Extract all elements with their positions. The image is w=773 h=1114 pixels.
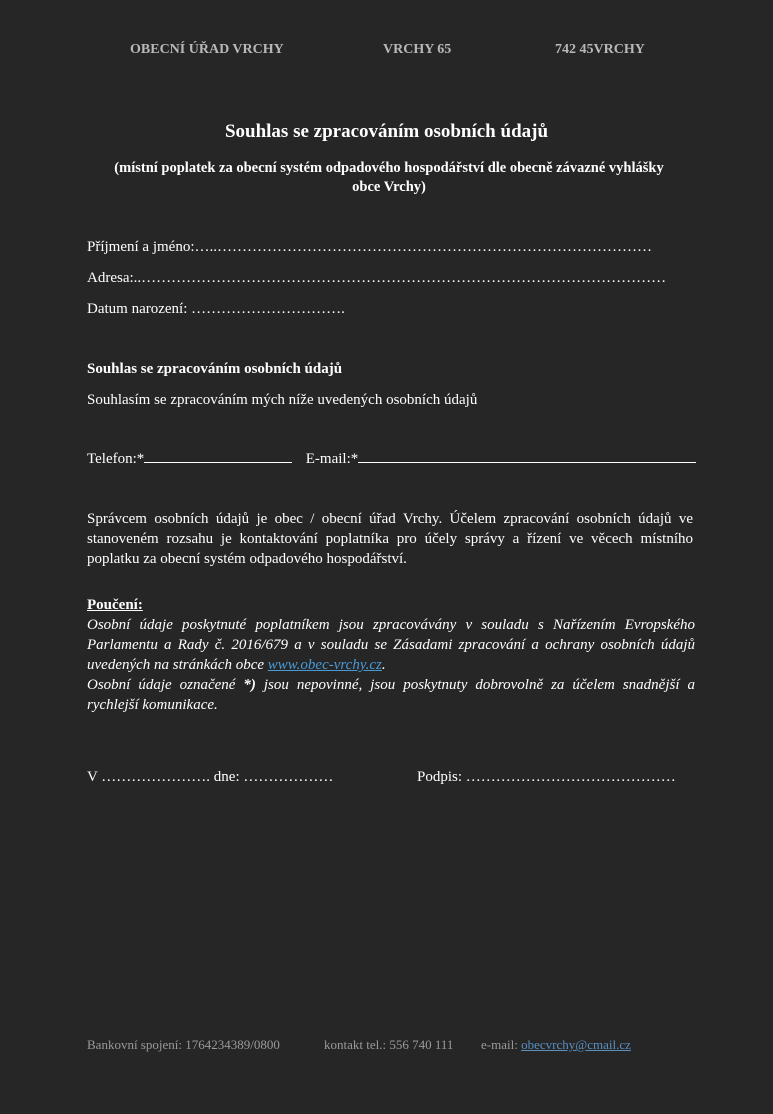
address-field[interactable]: Adresa:..……………………………………………………………………………………………	[87, 270, 667, 286]
controller-paragraph: Správcem osobních údajů je obec / obecní úřad Vrchy. Účelem zpracování osobních údajů ve stanoveném rozsahu je kontaktování poplatníka pro účely správy a řízení ve věcech místního poplatku za obecní systém odpadového hospodářství.	[87, 511, 693, 567]
footer-email-label: e-mail:	[481, 1037, 522, 1052]
email-input-line[interactable]	[358, 450, 696, 463]
phone-label: Telefon:*	[87, 451, 145, 467]
pouceni-text-2b: jsou nepovinné, jsou poskytnuty dobrovolně za účelem snadnější a rychlejší komunikace.	[87, 677, 695, 713]
document-title: Souhlas se zpracováním osobních údajů	[224, 121, 549, 142]
optional-mark: *)	[243, 677, 256, 693]
footer-bank: Bankovní spojení: 1764234389/0800	[87, 1037, 280, 1052]
consent-heading: Souhlas se zpracováním osobních údajů	[87, 361, 343, 377]
pouceni-text-1-end: .	[381, 657, 386, 673]
header-street: VRCHY 65	[383, 42, 452, 57]
email-label: E-mail:*	[305, 451, 359, 467]
header-office: OBECNÍ ÚŘAD VRCHY	[130, 42, 284, 57]
pouceni-text-2a: Osobní údaje označené	[87, 677, 244, 693]
pouceni-text	[87, 615, 695, 715]
header-postal: 742 45VRCHY	[555, 42, 645, 57]
birthdate-field[interactable]: Datum narození: ………………………….	[87, 301, 345, 317]
footer-phone: kontakt tel.: 556 740 111	[324, 1037, 454, 1052]
place-date-field[interactable]: V …………………. dne: ………………	[87, 769, 334, 785]
document-subtitle: (místní poplatek za obecní systém odpadového hospodářství dle obecně závazné vyhlášky obce Vrchy)	[114, 160, 664, 195]
obec-website-link[interactable]: www.obec-vrchy.cz	[267, 657, 382, 673]
contact-row	[87, 450, 696, 468]
pouceni-text-1: Osobní údaje poskytnuté poplatníkem jsou zpracovávány v souladu s Nařízením Evropského Parlamentu a Rady č. 2016/679 a v souladu se Zásadami zpracování a ochrany osobních údajů uvedených na stránkách obce	[87, 617, 695, 673]
pouceni-heading: Poučení:	[87, 597, 143, 613]
footer-email	[481, 1037, 631, 1053]
footer-email-link[interactable]: obecvrchy@cmail.cz	[521, 1037, 631, 1052]
signature-field[interactable]: Podpis: ……………………………………	[417, 769, 676, 785]
phone-input-line[interactable]	[144, 450, 292, 463]
consent-text: Souhlasím se zpracováním mých níže uvedených osobních údajů	[87, 392, 478, 408]
name-field[interactable]: Příjmení a jméno:…..……………………………………………………………………………	[87, 239, 652, 255]
